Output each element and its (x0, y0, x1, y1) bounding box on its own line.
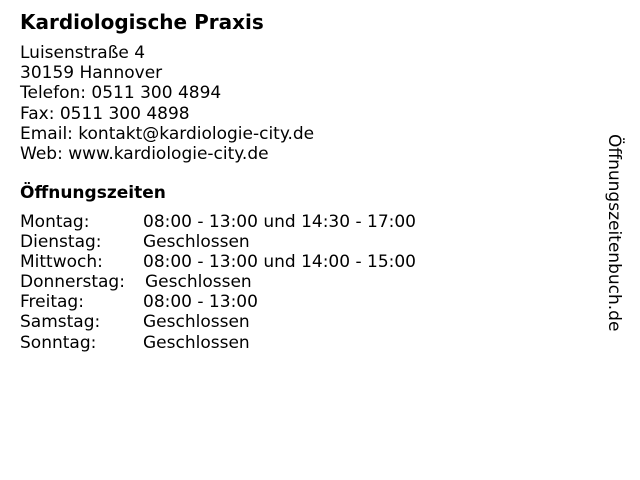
day-label: Dienstag: (20, 232, 102, 253)
street-address: Luisenstraße 4 (20, 43, 146, 63)
day-hours: Geschlossen (143, 332, 250, 353)
day-hours: Geschlossen (143, 232, 250, 253)
day-label: Mittwoch: (20, 252, 103, 273)
city-address: 30159 Hannover (20, 63, 163, 84)
opening-hours-heading: Öffnungszeiten (20, 183, 166, 203)
day-hours: Geschlossen (145, 272, 252, 293)
phone-number: Telefon: 0511 300 4894 (20, 83, 222, 104)
day-hours: 08:00 - 13:00 (143, 292, 258, 313)
email-address: Email: kontakt@kardiologie-city.de (20, 123, 315, 144)
website: Web: www.kardiologie-city.de (20, 143, 269, 164)
day-label: Montag: (20, 212, 90, 232)
practice-name: Kardiologische Praxis (20, 10, 264, 34)
fax-number: Fax: 0511 300 4898 (20, 103, 190, 124)
day-hours: Geschlossen (143, 312, 250, 333)
day-label: Donnerstag: (20, 272, 125, 293)
day-label: Sonntag: (20, 332, 97, 353)
contact-block (20, 43, 314, 164)
day-hours: 08:00 - 13:00 und 14:00 - 15:00 (143, 252, 416, 273)
day-hours: 08:00 - 13:00 und 14:30 - 17:00 (143, 212, 416, 232)
site-watermark: Öffnungszeitenbuch.de (604, 134, 624, 332)
day-label: Freitag: (20, 292, 84, 313)
day-label: Samstag: (20, 312, 101, 333)
